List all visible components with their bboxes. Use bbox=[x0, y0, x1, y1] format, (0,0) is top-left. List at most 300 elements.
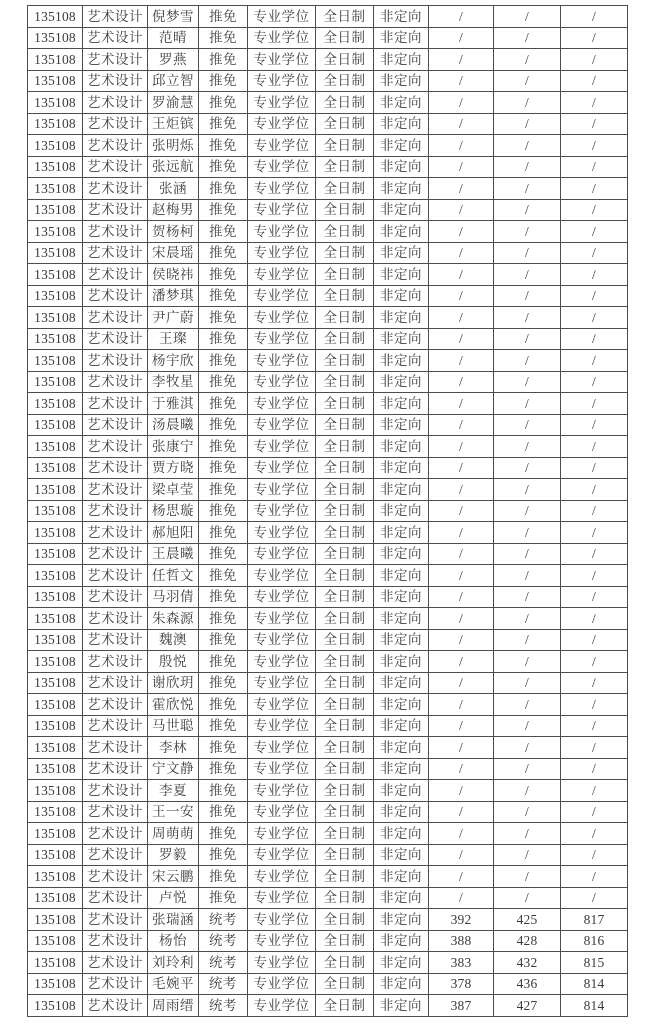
major-cell: 艺术设计 bbox=[83, 715, 148, 737]
initial-score-cell: / bbox=[429, 285, 494, 307]
table-row bbox=[28, 264, 628, 286]
code-cell: 135108 bbox=[28, 608, 83, 630]
major-cell: 艺术设计 bbox=[83, 780, 148, 802]
table-row bbox=[28, 436, 628, 458]
orientation-cell: 非定向 bbox=[374, 844, 429, 866]
initial-score-cell: / bbox=[429, 651, 494, 673]
code-cell: 135108 bbox=[28, 436, 83, 458]
orientation-cell: 非定向 bbox=[374, 543, 429, 565]
code-cell: 135108 bbox=[28, 909, 83, 931]
exam-type-cell: 推免 bbox=[199, 49, 248, 71]
code-cell: 135108 bbox=[28, 522, 83, 544]
retest-score-cell: 427 bbox=[494, 995, 561, 1017]
retest-score-cell: / bbox=[494, 500, 561, 522]
orientation-cell: 非定向 bbox=[374, 113, 429, 135]
degree-type-cell: 专业学位 bbox=[248, 242, 316, 264]
study-mode-cell: 全日制 bbox=[316, 199, 374, 221]
total-score-cell: / bbox=[561, 328, 628, 350]
total-score-cell: / bbox=[561, 565, 628, 587]
retest-score-cell: / bbox=[494, 49, 561, 71]
retest-score-cell: / bbox=[494, 672, 561, 694]
code-cell: 135108 bbox=[28, 135, 83, 157]
total-score-cell: / bbox=[561, 887, 628, 909]
initial-score-cell: / bbox=[429, 135, 494, 157]
total-score-cell: / bbox=[561, 242, 628, 264]
initial-score-cell: 388 bbox=[429, 930, 494, 952]
initial-score-cell: / bbox=[429, 608, 494, 630]
code-cell: 135108 bbox=[28, 264, 83, 286]
major-cell: 艺术设计 bbox=[83, 178, 148, 200]
major-cell: 艺术设计 bbox=[83, 737, 148, 759]
study-mode-cell: 全日制 bbox=[316, 844, 374, 866]
initial-score-cell: / bbox=[429, 586, 494, 608]
exam-type-cell: 推免 bbox=[199, 866, 248, 888]
retest-score-cell: 425 bbox=[494, 909, 561, 931]
major-cell: 艺术设计 bbox=[83, 479, 148, 501]
name-cell: 倪梦雪 bbox=[148, 6, 199, 28]
exam-type-cell: 推免 bbox=[199, 350, 248, 372]
initial-score-cell: / bbox=[429, 715, 494, 737]
code-cell: 135108 bbox=[28, 823, 83, 845]
degree-type-cell: 专业学位 bbox=[248, 715, 316, 737]
code-cell: 135108 bbox=[28, 844, 83, 866]
initial-score-cell: / bbox=[429, 457, 494, 479]
study-mode-cell: 全日制 bbox=[316, 6, 374, 28]
exam-type-cell: 推免 bbox=[199, 672, 248, 694]
exam-type-cell: 推免 bbox=[199, 70, 248, 92]
orientation-cell: 非定向 bbox=[374, 780, 429, 802]
total-score-cell: / bbox=[561, 500, 628, 522]
retest-score-cell: / bbox=[494, 27, 561, 49]
major-cell: 艺术设计 bbox=[83, 285, 148, 307]
exam-type-cell: 推免 bbox=[199, 844, 248, 866]
major-cell: 艺术设计 bbox=[83, 242, 148, 264]
study-mode-cell: 全日制 bbox=[316, 801, 374, 823]
initial-score-cell: 378 bbox=[429, 973, 494, 995]
study-mode-cell: 全日制 bbox=[316, 156, 374, 178]
total-score-cell: 816 bbox=[561, 930, 628, 952]
exam-type-cell: 推免 bbox=[199, 242, 248, 264]
code-cell: 135108 bbox=[28, 113, 83, 135]
code-cell: 135108 bbox=[28, 629, 83, 651]
code-cell: 135108 bbox=[28, 178, 83, 200]
study-mode-cell: 全日制 bbox=[316, 350, 374, 372]
exam-type-cell: 推免 bbox=[199, 436, 248, 458]
total-score-cell: / bbox=[561, 586, 628, 608]
orientation-cell: 非定向 bbox=[374, 672, 429, 694]
study-mode-cell: 全日制 bbox=[316, 522, 374, 544]
major-cell: 艺术设计 bbox=[83, 801, 148, 823]
orientation-cell: 非定向 bbox=[374, 694, 429, 716]
degree-type-cell: 专业学位 bbox=[248, 866, 316, 888]
code-cell: 135108 bbox=[28, 543, 83, 565]
study-mode-cell: 全日制 bbox=[316, 995, 374, 1017]
table-row bbox=[28, 995, 628, 1017]
degree-type-cell: 专业学位 bbox=[248, 801, 316, 823]
study-mode-cell: 全日制 bbox=[316, 909, 374, 931]
exam-type-cell: 统考 bbox=[199, 973, 248, 995]
name-cell: 贾方晓 bbox=[148, 457, 199, 479]
code-cell: 135108 bbox=[28, 307, 83, 329]
major-cell: 艺术设计 bbox=[83, 307, 148, 329]
initial-score-cell: 383 bbox=[429, 952, 494, 974]
initial-score-cell: / bbox=[429, 436, 494, 458]
total-score-cell: / bbox=[561, 6, 628, 28]
degree-type-cell: 专业学位 bbox=[248, 328, 316, 350]
code-cell: 135108 bbox=[28, 651, 83, 673]
retest-score-cell: / bbox=[494, 758, 561, 780]
initial-score-cell: / bbox=[429, 672, 494, 694]
study-mode-cell: 全日制 bbox=[316, 49, 374, 71]
orientation-cell: 非定向 bbox=[374, 6, 429, 28]
initial-score-cell: / bbox=[429, 629, 494, 651]
orientation-cell: 非定向 bbox=[374, 737, 429, 759]
degree-type-cell: 专业学位 bbox=[248, 414, 316, 436]
major-cell: 艺术设计 bbox=[83, 221, 148, 243]
table-row bbox=[28, 758, 628, 780]
table-row bbox=[28, 135, 628, 157]
degree-type-cell: 专业学位 bbox=[248, 221, 316, 243]
degree-type-cell: 专业学位 bbox=[248, 694, 316, 716]
orientation-cell: 非定向 bbox=[374, 264, 429, 286]
exam-type-cell: 推免 bbox=[199, 393, 248, 415]
degree-type-cell: 专业学位 bbox=[248, 586, 316, 608]
initial-score-cell: / bbox=[429, 522, 494, 544]
orientation-cell: 非定向 bbox=[374, 823, 429, 845]
retest-score-cell: / bbox=[494, 221, 561, 243]
total-score-cell: / bbox=[561, 221, 628, 243]
name-cell: 杨怡 bbox=[148, 930, 199, 952]
total-score-cell: 817 bbox=[561, 909, 628, 931]
total-score-cell: / bbox=[561, 758, 628, 780]
total-score-cell: / bbox=[561, 823, 628, 845]
study-mode-cell: 全日制 bbox=[316, 414, 374, 436]
retest-score-cell: / bbox=[494, 285, 561, 307]
initial-score-cell: / bbox=[429, 264, 494, 286]
study-mode-cell: 全日制 bbox=[316, 27, 374, 49]
exam-type-cell: 推免 bbox=[199, 414, 248, 436]
initial-score-cell: / bbox=[429, 823, 494, 845]
name-cell: 宁文静 bbox=[148, 758, 199, 780]
retest-score-cell: / bbox=[494, 522, 561, 544]
code-cell: 135108 bbox=[28, 565, 83, 587]
admission-results-table bbox=[27, 5, 628, 1017]
study-mode-cell: 全日制 bbox=[316, 672, 374, 694]
retest-score-cell: / bbox=[494, 608, 561, 630]
exam-type-cell: 推免 bbox=[199, 479, 248, 501]
major-cell: 艺术设计 bbox=[83, 629, 148, 651]
orientation-cell: 非定向 bbox=[374, 801, 429, 823]
retest-score-cell: / bbox=[494, 414, 561, 436]
code-cell: 135108 bbox=[28, 328, 83, 350]
name-cell: 罗毅 bbox=[148, 844, 199, 866]
total-score-cell: / bbox=[561, 844, 628, 866]
code-cell: 135108 bbox=[28, 350, 83, 372]
exam-type-cell: 推免 bbox=[199, 887, 248, 909]
orientation-cell: 非定向 bbox=[374, 156, 429, 178]
exam-type-cell: 推免 bbox=[199, 823, 248, 845]
study-mode-cell: 全日制 bbox=[316, 586, 374, 608]
name-cell: 魏澳 bbox=[148, 629, 199, 651]
name-cell: 张康宁 bbox=[148, 436, 199, 458]
retest-score-cell: / bbox=[494, 844, 561, 866]
study-mode-cell: 全日制 bbox=[316, 285, 374, 307]
degree-type-cell: 专业学位 bbox=[248, 844, 316, 866]
table-row bbox=[28, 414, 628, 436]
total-score-cell: 815 bbox=[561, 952, 628, 974]
retest-score-cell: / bbox=[494, 651, 561, 673]
study-mode-cell: 全日制 bbox=[316, 887, 374, 909]
total-score-cell: 814 bbox=[561, 973, 628, 995]
initial-score-cell: / bbox=[429, 758, 494, 780]
name-cell: 卢悦 bbox=[148, 887, 199, 909]
total-score-cell: / bbox=[561, 479, 628, 501]
retest-score-cell: / bbox=[494, 457, 561, 479]
initial-score-cell: / bbox=[429, 178, 494, 200]
initial-score-cell: / bbox=[429, 866, 494, 888]
initial-score-cell: / bbox=[429, 199, 494, 221]
orientation-cell: 非定向 bbox=[374, 479, 429, 501]
table-row bbox=[28, 629, 628, 651]
orientation-cell: 非定向 bbox=[374, 500, 429, 522]
total-score-cell: / bbox=[561, 49, 628, 71]
study-mode-cell: 全日制 bbox=[316, 135, 374, 157]
total-score-cell: / bbox=[561, 393, 628, 415]
table-row bbox=[28, 242, 628, 264]
name-cell: 王一安 bbox=[148, 801, 199, 823]
retest-score-cell: / bbox=[494, 264, 561, 286]
name-cell: 张远航 bbox=[148, 156, 199, 178]
exam-type-cell: 推免 bbox=[199, 27, 248, 49]
code-cell: 135108 bbox=[28, 952, 83, 974]
orientation-cell: 非定向 bbox=[374, 414, 429, 436]
study-mode-cell: 全日制 bbox=[316, 328, 374, 350]
study-mode-cell: 全日制 bbox=[316, 307, 374, 329]
orientation-cell: 非定向 bbox=[374, 199, 429, 221]
study-mode-cell: 全日制 bbox=[316, 651, 374, 673]
degree-type-cell: 专业学位 bbox=[248, 608, 316, 630]
code-cell: 135108 bbox=[28, 479, 83, 501]
initial-score-cell: / bbox=[429, 328, 494, 350]
degree-type-cell: 专业学位 bbox=[248, 199, 316, 221]
initial-score-cell: / bbox=[429, 70, 494, 92]
retest-score-cell: / bbox=[494, 328, 561, 350]
major-cell: 艺术设计 bbox=[83, 586, 148, 608]
exam-type-cell: 推免 bbox=[199, 651, 248, 673]
code-cell: 135108 bbox=[28, 371, 83, 393]
major-cell: 艺术设计 bbox=[83, 995, 148, 1017]
study-mode-cell: 全日制 bbox=[316, 178, 374, 200]
major-cell: 艺术设计 bbox=[83, 823, 148, 845]
major-cell: 艺术设计 bbox=[83, 70, 148, 92]
name-cell: 李林 bbox=[148, 737, 199, 759]
orientation-cell: 非定向 bbox=[374, 178, 429, 200]
total-score-cell: / bbox=[561, 522, 628, 544]
exam-type-cell: 推免 bbox=[199, 264, 248, 286]
table-row bbox=[28, 113, 628, 135]
orientation-cell: 非定向 bbox=[374, 522, 429, 544]
retest-score-cell: / bbox=[494, 350, 561, 372]
degree-type-cell: 专业学位 bbox=[248, 436, 316, 458]
retest-score-cell: / bbox=[494, 565, 561, 587]
name-cell: 于雅淇 bbox=[148, 393, 199, 415]
name-cell: 谢欣玥 bbox=[148, 672, 199, 694]
total-score-cell: / bbox=[561, 457, 628, 479]
initial-score-cell: / bbox=[429, 887, 494, 909]
major-cell: 艺术设计 bbox=[83, 608, 148, 630]
degree-type-cell: 专业学位 bbox=[248, 952, 316, 974]
study-mode-cell: 全日制 bbox=[316, 393, 374, 415]
degree-type-cell: 专业学位 bbox=[248, 457, 316, 479]
degree-type-cell: 专业学位 bbox=[248, 758, 316, 780]
total-score-cell: / bbox=[561, 414, 628, 436]
table-row bbox=[28, 221, 628, 243]
study-mode-cell: 全日制 bbox=[316, 780, 374, 802]
total-score-cell: / bbox=[561, 866, 628, 888]
study-mode-cell: 全日制 bbox=[316, 608, 374, 630]
initial-score-cell: / bbox=[429, 780, 494, 802]
name-cell: 贺杨柯 bbox=[148, 221, 199, 243]
orientation-cell: 非定向 bbox=[374, 995, 429, 1017]
study-mode-cell: 全日制 bbox=[316, 436, 374, 458]
total-score-cell: / bbox=[561, 629, 628, 651]
degree-type-cell: 专业学位 bbox=[248, 49, 316, 71]
degree-type-cell: 专业学位 bbox=[248, 92, 316, 114]
retest-score-cell: / bbox=[494, 436, 561, 458]
exam-type-cell: 推免 bbox=[199, 221, 248, 243]
total-score-cell: / bbox=[561, 113, 628, 135]
initial-score-cell: / bbox=[429, 801, 494, 823]
name-cell: 周雨缙 bbox=[148, 995, 199, 1017]
retest-score-cell: 436 bbox=[494, 973, 561, 995]
major-cell: 艺术设计 bbox=[83, 565, 148, 587]
name-cell: 任哲文 bbox=[148, 565, 199, 587]
study-mode-cell: 全日制 bbox=[316, 264, 374, 286]
degree-type-cell: 专业学位 bbox=[248, 156, 316, 178]
degree-type-cell: 专业学位 bbox=[248, 651, 316, 673]
retest-score-cell: 432 bbox=[494, 952, 561, 974]
orientation-cell: 非定向 bbox=[374, 866, 429, 888]
retest-score-cell: / bbox=[494, 629, 561, 651]
code-cell: 135108 bbox=[28, 414, 83, 436]
major-cell: 艺术设计 bbox=[83, 414, 148, 436]
name-cell: 郝旭阳 bbox=[148, 522, 199, 544]
table-row bbox=[28, 522, 628, 544]
table-row bbox=[28, 543, 628, 565]
code-cell: 135108 bbox=[28, 758, 83, 780]
exam-type-cell: 推免 bbox=[199, 113, 248, 135]
name-cell: 宋晨瑶 bbox=[148, 242, 199, 264]
initial-score-cell: / bbox=[429, 156, 494, 178]
name-cell: 周萌萌 bbox=[148, 823, 199, 845]
retest-score-cell: / bbox=[494, 823, 561, 845]
total-score-cell: / bbox=[561, 92, 628, 114]
retest-score-cell: / bbox=[494, 737, 561, 759]
retest-score-cell: / bbox=[494, 801, 561, 823]
exam-type-cell: 推免 bbox=[199, 457, 248, 479]
name-cell: 朱森源 bbox=[148, 608, 199, 630]
study-mode-cell: 全日制 bbox=[316, 92, 374, 114]
major-cell: 艺术设计 bbox=[83, 371, 148, 393]
degree-type-cell: 专业学位 bbox=[248, 672, 316, 694]
study-mode-cell: 全日制 bbox=[316, 500, 374, 522]
degree-type-cell: 专业学位 bbox=[248, 27, 316, 49]
total-score-cell: / bbox=[561, 178, 628, 200]
orientation-cell: 非定向 bbox=[374, 27, 429, 49]
exam-type-cell: 推免 bbox=[199, 156, 248, 178]
table-row bbox=[28, 608, 628, 630]
retest-score-cell: / bbox=[494, 242, 561, 264]
exam-type-cell: 统考 bbox=[199, 909, 248, 931]
study-mode-cell: 全日制 bbox=[316, 221, 374, 243]
name-cell: 罗渝慧 bbox=[148, 92, 199, 114]
name-cell: 赵梅男 bbox=[148, 199, 199, 221]
name-cell: 马羽倩 bbox=[148, 586, 199, 608]
total-score-cell: / bbox=[561, 436, 628, 458]
exam-type-cell: 推免 bbox=[199, 135, 248, 157]
orientation-cell: 非定向 bbox=[374, 49, 429, 71]
code-cell: 135108 bbox=[28, 199, 83, 221]
initial-score-cell: / bbox=[429, 307, 494, 329]
table-row bbox=[28, 328, 628, 350]
degree-type-cell: 专业学位 bbox=[248, 522, 316, 544]
degree-type-cell: 专业学位 bbox=[248, 307, 316, 329]
orientation-cell: 非定向 bbox=[374, 328, 429, 350]
major-cell: 艺术设计 bbox=[83, 500, 148, 522]
retest-score-cell: / bbox=[494, 393, 561, 415]
code-cell: 135108 bbox=[28, 694, 83, 716]
table-row bbox=[28, 393, 628, 415]
study-mode-cell: 全日制 bbox=[316, 930, 374, 952]
major-cell: 艺术设计 bbox=[83, 156, 148, 178]
exam-type-cell: 统考 bbox=[199, 930, 248, 952]
total-score-cell: / bbox=[561, 264, 628, 286]
initial-score-cell: / bbox=[429, 92, 494, 114]
study-mode-cell: 全日制 bbox=[316, 543, 374, 565]
major-cell: 艺术设计 bbox=[83, 350, 148, 372]
name-cell: 张明烁 bbox=[148, 135, 199, 157]
table-row bbox=[28, 307, 628, 329]
table-row bbox=[28, 500, 628, 522]
table-row bbox=[28, 737, 628, 759]
degree-type-cell: 专业学位 bbox=[248, 371, 316, 393]
code-cell: 135108 bbox=[28, 49, 83, 71]
orientation-cell: 非定向 bbox=[374, 307, 429, 329]
table-row bbox=[28, 780, 628, 802]
exam-type-cell: 推免 bbox=[199, 178, 248, 200]
total-score-cell: / bbox=[561, 27, 628, 49]
initial-score-cell: / bbox=[429, 565, 494, 587]
study-mode-cell: 全日制 bbox=[316, 737, 374, 759]
table-row bbox=[28, 27, 628, 49]
study-mode-cell: 全日制 bbox=[316, 715, 374, 737]
orientation-cell: 非定向 bbox=[374, 70, 429, 92]
initial-score-cell: / bbox=[429, 242, 494, 264]
degree-type-cell: 专业学位 bbox=[248, 565, 316, 587]
orientation-cell: 非定向 bbox=[374, 586, 429, 608]
degree-type-cell: 专业学位 bbox=[248, 178, 316, 200]
major-cell: 艺术设计 bbox=[83, 651, 148, 673]
name-cell: 王炬镔 bbox=[148, 113, 199, 135]
degree-type-cell: 专业学位 bbox=[248, 629, 316, 651]
total-score-cell: / bbox=[561, 694, 628, 716]
total-score-cell: / bbox=[561, 135, 628, 157]
name-cell: 张涵 bbox=[148, 178, 199, 200]
major-cell: 艺术设计 bbox=[83, 49, 148, 71]
degree-type-cell: 专业学位 bbox=[248, 6, 316, 28]
code-cell: 135108 bbox=[28, 6, 83, 28]
exam-type-cell: 推免 bbox=[199, 780, 248, 802]
